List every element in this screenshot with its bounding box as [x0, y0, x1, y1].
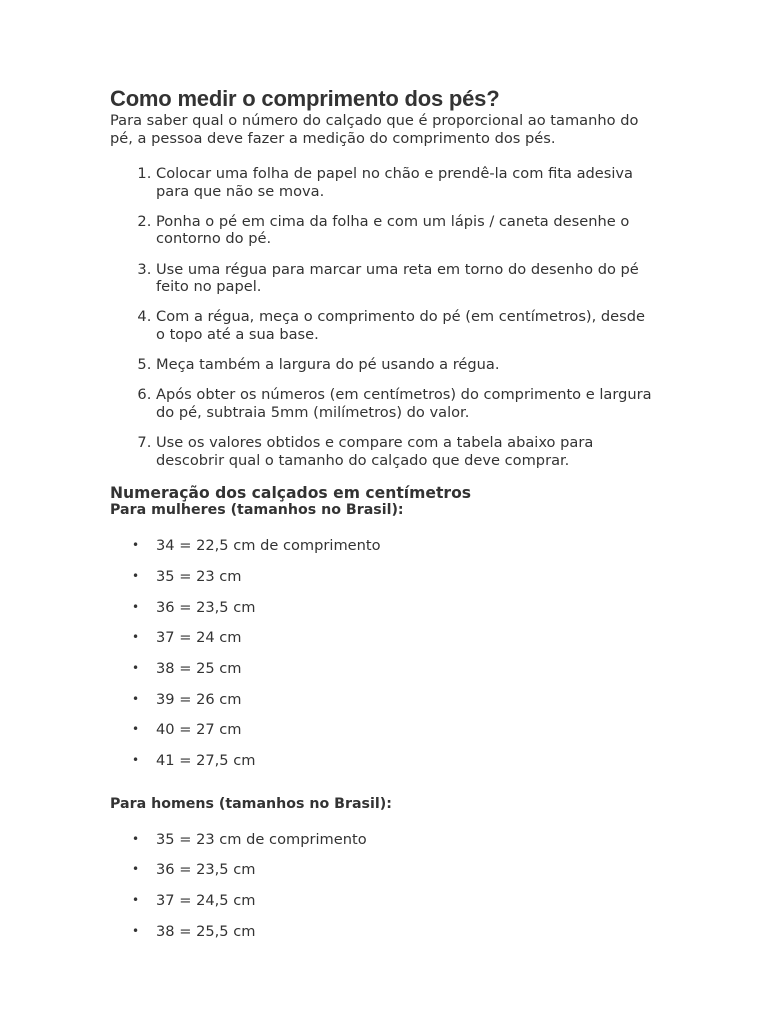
- page-title: Como medir o comprimento dos pés?: [110, 86, 500, 111]
- size-text: 38 = 25 cm: [156, 660, 242, 678]
- step-item: 7. Use os valores obtidos e compare com a tabela abaixo para descobrir qual o tamanho do calçado que deve comprar.: [156, 434, 655, 469]
- men-heading: Para homens (tamanhos no Brasil):: [110, 795, 392, 812]
- list-item: [132, 690, 655, 709]
- size-text: 37 = 24,5 cm: [156, 891, 256, 909]
- size-text: 41 = 27,5 cm: [156, 752, 256, 770]
- bullet-icon: •: [132, 753, 140, 768]
- list-item: [132, 629, 655, 647]
- list-item: [132, 537, 655, 555]
- intro-paragraph: Para saber qual o número do calçado que é proporcional ao tamanho do pé, a pessoa deve fazer a medição do comprimento dos pés.: [110, 112, 639, 147]
- document-page: [110, 86, 655, 940]
- list-item: [132, 660, 655, 678]
- bullet-icon: •: [132, 538, 140, 553]
- list-item: [132, 891, 655, 910]
- bullet-icon: •: [132, 630, 140, 645]
- step-item: 3. Use uma régua para marcar uma reta em torno do desenho do pé feito no papel.: [156, 261, 655, 296]
- bullet-icon: •: [132, 862, 140, 877]
- size-text: 37 = 24 cm: [156, 629, 242, 647]
- step-item: 5. Meça também a largura do pé usando a régua.: [156, 356, 655, 374]
- step-item: 2. Ponha o pé em cima da folha e com um lápis / caneta desenhe o contorno do pé.: [156, 213, 655, 248]
- bullet-icon: •: [132, 568, 140, 583]
- list-item: [132, 922, 655, 941]
- size-text: 38 = 25,5 cm: [156, 922, 256, 940]
- size-text: 35 = 23 cm: [156, 567, 242, 585]
- bullet-icon: •: [132, 831, 140, 846]
- bullet-icon: •: [132, 923, 140, 938]
- size-text: 39 = 26 cm: [156, 690, 242, 708]
- size-text: 34 = 22,5 cm de comprimento: [156, 537, 381, 555]
- bullet-icon: •: [132, 599, 140, 614]
- steps-list: [110, 165, 655, 469]
- step-item: 6. Após obter os números (em centímetros) do comprimento e largura do pé, subtraia 5mm (milímetros) do valor.: [156, 386, 655, 421]
- size-text: 40 = 27 cm: [156, 721, 242, 739]
- bullet-icon: •: [132, 661, 140, 676]
- section-title: Numeração dos calçados em centímetros: [110, 484, 472, 503]
- size-text: 36 = 23,5 cm: [156, 861, 256, 879]
- step-item: 4. Com a régua, meça o comprimento do pé (em centímetros), desde o topo até a sua base.: [156, 308, 655, 343]
- list-item: [132, 830, 655, 849]
- women-heading: Para mulheres (tamanhos no Brasil):: [110, 502, 404, 519]
- list-item: [132, 598, 655, 617]
- women-size-list: [110, 537, 655, 769]
- men-size-list: [110, 831, 655, 941]
- list-item: [132, 861, 655, 879]
- size-text: 36 = 23,5 cm: [156, 598, 256, 616]
- list-item: [132, 752, 655, 770]
- bullet-icon: •: [132, 722, 140, 737]
- list-item: [132, 567, 655, 586]
- step-item: 1. Colocar uma folha de papel no chão e prendê-la com fita adesiva para que não se mova.: [156, 165, 655, 200]
- list-item: [132, 721, 655, 739]
- bullet-icon: •: [132, 892, 140, 907]
- size-text: 35 = 23 cm de comprimento: [156, 830, 367, 848]
- bullet-icon: •: [132, 691, 140, 706]
